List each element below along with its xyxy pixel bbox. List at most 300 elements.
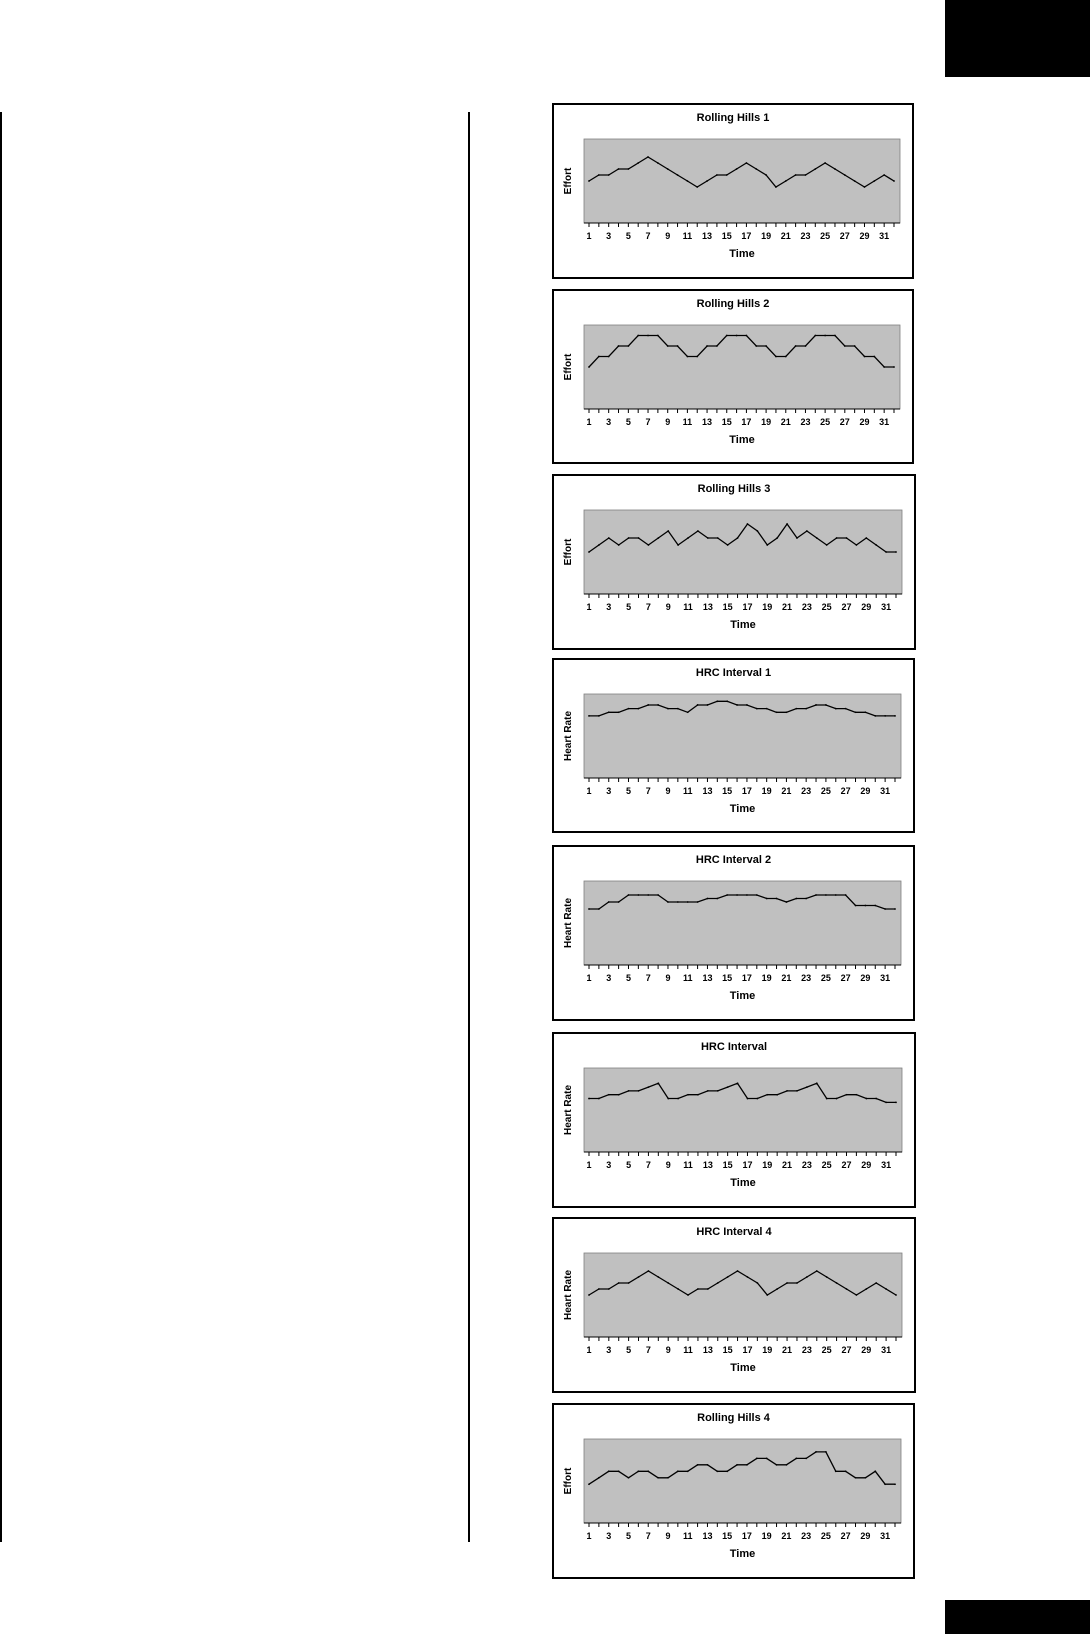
- x-tick-label: 15: [722, 1160, 733, 1170]
- x-tick-label: 9: [665, 231, 671, 241]
- x-tick-label: 3: [606, 1345, 612, 1355]
- data-point: [854, 345, 856, 347]
- data-point: [855, 1294, 857, 1296]
- data-point: [707, 1090, 709, 1092]
- chart-panel: [552, 289, 914, 464]
- x-tick-label: 29: [860, 973, 871, 983]
- data-point: [716, 174, 718, 176]
- x-tick-label: 7: [645, 602, 651, 612]
- x-tick-label: 29: [860, 1531, 871, 1541]
- x-tick-label: 21: [781, 973, 792, 983]
- x-tick-label: 1: [586, 1531, 592, 1541]
- x-tick-label: 23: [801, 1160, 812, 1170]
- data-point: [865, 537, 867, 539]
- x-tick-label: 19: [761, 231, 772, 241]
- data-point: [608, 1094, 610, 1096]
- data-point: [766, 544, 768, 546]
- plot-area: [584, 1253, 902, 1337]
- x-tick-label: 15: [722, 1531, 733, 1541]
- data-point: [608, 356, 610, 358]
- x-tick-label: 19: [762, 1160, 773, 1170]
- data-point: [677, 174, 679, 176]
- x-tick-label: 31: [881, 1160, 892, 1170]
- x-tick-label: 15: [722, 1345, 733, 1355]
- data-point: [805, 345, 807, 347]
- x-tick-label: 29: [860, 786, 871, 796]
- x-tick-label: 25: [821, 1160, 832, 1170]
- x-tick-label: 27: [841, 602, 852, 612]
- data-point: [588, 366, 590, 368]
- data-point: [756, 1098, 758, 1100]
- plot-area: [584, 1068, 902, 1152]
- chart-panel: [552, 1217, 916, 1393]
- data-point: [608, 174, 610, 176]
- data-point: [895, 1294, 897, 1296]
- x-tick-label: 17: [741, 973, 752, 983]
- data-point: [755, 345, 757, 347]
- x-tick-label: 3: [606, 1160, 612, 1170]
- data-point: [835, 708, 837, 710]
- y-axis-label: Effort: [563, 1467, 574, 1495]
- data-point: [776, 898, 778, 900]
- data-point: [775, 186, 777, 188]
- x-tick-label: 27: [839, 417, 850, 427]
- data-point: [786, 523, 788, 525]
- x-tick-label: 31: [879, 417, 890, 427]
- x-tick-label: 1: [586, 1160, 592, 1170]
- data-point: [647, 1470, 649, 1472]
- data-point: [883, 174, 885, 176]
- data-point: [746, 1464, 748, 1466]
- x-tick-label: 23: [801, 786, 812, 796]
- x-tick-label: 21: [780, 231, 791, 241]
- data-point: [716, 898, 718, 900]
- x-tick-label: 9: [665, 973, 671, 983]
- x-tick-label: 17: [741, 417, 752, 427]
- data-point: [786, 901, 788, 903]
- data-point: [657, 1082, 659, 1084]
- data-point: [637, 894, 639, 896]
- data-point: [716, 700, 718, 702]
- x-tick-label: 13: [702, 1160, 713, 1170]
- data-point: [647, 704, 649, 706]
- data-point: [608, 711, 610, 713]
- data-point: [806, 1086, 808, 1088]
- x-tick-label: 7: [645, 231, 651, 241]
- chart-svg: [554, 1219, 914, 1391]
- x-tick-label: 7: [645, 1160, 651, 1170]
- x-tick-label: 25: [821, 1345, 832, 1355]
- x-tick-label: 27: [840, 1531, 851, 1541]
- data-point: [716, 1470, 718, 1472]
- data-point: [686, 356, 688, 358]
- data-point: [588, 180, 590, 182]
- data-point: [776, 711, 778, 713]
- x-tick-label: 5: [626, 1160, 632, 1170]
- data-point: [765, 345, 767, 347]
- y-axis-label: Heart Rate: [563, 897, 574, 949]
- data-point: [588, 908, 590, 910]
- data-point: [844, 345, 846, 347]
- data-point: [598, 1477, 600, 1479]
- data-point: [855, 544, 857, 546]
- data-point: [883, 366, 885, 368]
- data-point: [628, 894, 630, 896]
- data-point: [785, 180, 787, 182]
- x-tick-label: 23: [801, 973, 812, 983]
- x-tick-label: 15: [721, 231, 732, 241]
- data-point: [816, 1270, 818, 1272]
- data-point: [775, 356, 777, 358]
- data-point: [816, 537, 818, 539]
- section-tab-top: [945, 0, 1090, 77]
- data-point: [756, 1282, 758, 1284]
- chart-svg: [554, 291, 912, 462]
- x-tick-label: 11: [682, 231, 693, 241]
- data-point: [736, 1464, 738, 1466]
- data-point: [854, 180, 856, 182]
- data-point: [864, 711, 866, 713]
- data-point: [846, 1288, 848, 1290]
- data-point: [786, 1464, 788, 1466]
- data-point: [717, 537, 719, 539]
- x-tick-label: 23: [801, 1531, 812, 1541]
- data-point: [814, 335, 816, 337]
- x-tick-label: 17: [741, 1531, 752, 1541]
- x-tick-label: 17: [742, 1160, 753, 1170]
- data-point: [598, 908, 600, 910]
- x-tick-label: 7: [645, 786, 651, 796]
- data-point: [716, 345, 718, 347]
- data-point: [618, 1094, 620, 1096]
- chart-title: HRC Interval 4: [696, 1226, 772, 1238]
- x-tick-label: 7: [645, 417, 651, 427]
- chart-title: Rolling Hills 3: [697, 483, 771, 495]
- data-point: [747, 1276, 749, 1278]
- data-point: [657, 335, 659, 337]
- x-tick-label: 3: [606, 973, 612, 983]
- data-point: [657, 1477, 659, 1479]
- x-tick-label: 9: [665, 417, 671, 427]
- x-tick-label: 21: [780, 417, 791, 427]
- data-point: [834, 335, 836, 337]
- data-point: [697, 1288, 699, 1290]
- x-tick-label: 31: [879, 231, 890, 241]
- data-point: [894, 715, 896, 717]
- data-point: [687, 1294, 689, 1296]
- data-point: [805, 174, 807, 176]
- data-point: [618, 1470, 620, 1472]
- data-point: [766, 1457, 768, 1459]
- data-point: [628, 1282, 630, 1284]
- data-point: [588, 1483, 590, 1485]
- x-tick-label: 17: [742, 1345, 753, 1355]
- data-point: [608, 1470, 610, 1472]
- x-tick-label: 29: [861, 602, 872, 612]
- data-point: [657, 162, 659, 164]
- x-tick-label: 25: [820, 786, 831, 796]
- data-point: [747, 1098, 749, 1100]
- x-tick-label: 31: [880, 786, 891, 796]
- data-point: [855, 1477, 857, 1479]
- data-point: [776, 1288, 778, 1290]
- data-point: [628, 537, 630, 539]
- data-point: [696, 186, 698, 188]
- data-point: [637, 335, 639, 337]
- data-point: [647, 894, 649, 896]
- data-point: [815, 1451, 817, 1453]
- data-point: [884, 908, 886, 910]
- data-point: [836, 1282, 838, 1284]
- x-axis-label: Time: [729, 803, 756, 815]
- y-axis-label: Effort: [563, 353, 574, 381]
- data-point: [627, 345, 629, 347]
- chart-title: HRC Interval: [700, 1041, 768, 1053]
- data-point: [766, 1094, 768, 1096]
- x-tick-label: 3: [606, 231, 612, 241]
- data-point: [885, 1101, 887, 1103]
- data-point: [647, 335, 649, 337]
- x-tick-label: 11: [683, 602, 693, 612]
- data-point: [628, 1477, 630, 1479]
- data-point: [687, 1094, 689, 1096]
- data-point: [638, 1090, 640, 1092]
- data-point: [795, 174, 797, 176]
- x-tick-label: 25: [820, 1531, 831, 1541]
- data-point: [785, 356, 787, 358]
- x-tick-label: 1: [586, 1345, 592, 1355]
- data-point: [765, 174, 767, 176]
- x-tick-label: 15: [722, 973, 733, 983]
- data-point: [766, 708, 768, 710]
- data-point: [826, 1098, 828, 1100]
- data-point: [697, 1094, 699, 1096]
- x-tick-label: 1: [586, 973, 592, 983]
- data-point: [726, 894, 728, 896]
- data-point: [846, 537, 848, 539]
- x-tick-label: 27: [840, 786, 851, 796]
- data-point: [687, 711, 689, 713]
- data-point: [706, 345, 708, 347]
- data-point: [865, 1288, 867, 1290]
- x-axis-label: Time: [730, 1177, 756, 1189]
- x-tick-label: 27: [840, 973, 851, 983]
- data-point: [873, 356, 875, 358]
- data-point: [825, 1451, 827, 1453]
- x-tick-label: 19: [761, 1531, 772, 1541]
- data-point: [884, 715, 886, 717]
- data-point: [844, 174, 846, 176]
- x-tick-label: 15: [722, 602, 733, 612]
- x-tick-label: 17: [741, 231, 752, 241]
- data-point: [796, 537, 798, 539]
- data-point: [618, 345, 620, 347]
- chart-panel: [552, 474, 916, 650]
- chart-svg: [554, 1405, 913, 1577]
- data-point: [697, 530, 699, 532]
- data-point: [657, 894, 659, 896]
- left-column-rule: [0, 112, 2, 1542]
- data-point: [697, 704, 699, 706]
- x-tick-label: 29: [859, 417, 870, 427]
- data-point: [588, 1294, 590, 1296]
- data-point: [618, 711, 620, 713]
- data-point: [707, 1288, 709, 1290]
- data-point: [588, 1098, 590, 1100]
- data-point: [815, 894, 817, 896]
- x-tick-label: 3: [606, 1531, 612, 1541]
- data-point: [835, 894, 837, 896]
- data-point: [814, 168, 816, 170]
- data-point: [873, 180, 875, 182]
- data-point: [756, 530, 758, 532]
- data-point: [825, 894, 827, 896]
- data-point: [598, 1288, 600, 1290]
- data-point: [746, 704, 748, 706]
- chart-svg: [554, 1034, 914, 1206]
- data-point: [875, 1282, 877, 1284]
- data-point: [618, 168, 620, 170]
- x-tick-label: 19: [762, 602, 773, 612]
- x-tick-label: 11: [683, 1160, 693, 1170]
- data-point: [845, 894, 847, 896]
- data-point: [894, 908, 896, 910]
- data-point: [667, 1098, 669, 1100]
- y-axis-label: Heart Rate: [563, 1269, 574, 1321]
- plot-area: [584, 510, 902, 594]
- data-point: [647, 156, 649, 158]
- x-tick-label: 19: [761, 786, 772, 796]
- data-point: [677, 1470, 679, 1472]
- data-point: [726, 700, 728, 702]
- data-point: [806, 1276, 808, 1278]
- data-point: [726, 174, 728, 176]
- data-point: [747, 523, 749, 525]
- data-point: [608, 1288, 610, 1290]
- data-point: [864, 905, 866, 907]
- x-tick-label: 15: [721, 417, 732, 427]
- x-tick-label: 5: [626, 1345, 632, 1355]
- chart-panel: [552, 103, 914, 279]
- x-tick-label: 5: [625, 1531, 631, 1541]
- y-axis-label: Effort: [563, 167, 574, 195]
- chart-svg: [554, 847, 913, 1019]
- x-tick-label: 11: [682, 1531, 693, 1541]
- plot-area: [584, 881, 901, 965]
- data-point: [786, 1090, 788, 1092]
- x-tick-label: 1: [586, 602, 592, 612]
- data-point: [588, 551, 590, 553]
- data-point: [895, 551, 897, 553]
- x-tick-label: 9: [665, 1160, 671, 1170]
- x-tick-label: 13: [702, 1531, 713, 1541]
- x-tick-label: 9: [665, 1345, 671, 1355]
- data-point: [618, 544, 620, 546]
- data-point: [776, 1094, 778, 1096]
- x-tick-label: 31: [880, 1531, 891, 1541]
- data-point: [648, 1086, 650, 1088]
- data-point: [736, 168, 738, 170]
- data-point: [627, 168, 629, 170]
- data-point: [697, 901, 699, 903]
- data-point: [776, 1464, 778, 1466]
- x-axis-label: Time: [729, 434, 755, 446]
- x-tick-label: 7: [645, 1345, 651, 1355]
- x-tick-label: 23: [800, 417, 811, 427]
- x-tick-label: 19: [761, 973, 772, 983]
- x-tick-label: 5: [625, 786, 631, 796]
- x-tick-label: 21: [782, 1345, 793, 1355]
- data-point: [885, 1288, 887, 1290]
- data-point: [874, 715, 876, 717]
- data-point: [637, 1470, 639, 1472]
- data-point: [667, 1477, 669, 1479]
- data-point: [637, 708, 639, 710]
- y-axis-label: Heart Rate: [563, 710, 574, 762]
- data-point: [687, 901, 689, 903]
- x-tick-label: 27: [841, 1345, 852, 1355]
- data-point: [875, 1098, 877, 1100]
- data-point: [806, 530, 808, 532]
- data-point: [864, 356, 866, 358]
- x-tick-label: 17: [741, 786, 752, 796]
- x-tick-label: 5: [625, 973, 631, 983]
- x-tick-label: 13: [702, 602, 713, 612]
- chart-title: HRC Interval 2: [695, 854, 772, 866]
- data-point: [846, 1094, 848, 1096]
- data-point: [756, 894, 758, 896]
- data-point: [608, 901, 610, 903]
- data-point: [727, 544, 729, 546]
- x-tick-label: 23: [801, 602, 812, 612]
- x-tick-label: 9: [665, 602, 671, 612]
- x-tick-label: 7: [645, 1531, 651, 1541]
- x-tick-label: 1: [586, 417, 592, 427]
- data-point: [706, 180, 708, 182]
- data-point: [657, 537, 659, 539]
- data-point: [677, 1288, 679, 1290]
- data-point: [588, 715, 590, 717]
- data-point: [628, 708, 630, 710]
- x-tick-label: 17: [742, 602, 753, 612]
- x-tick-label: 29: [861, 1160, 872, 1170]
- data-point: [746, 335, 748, 337]
- data-point: [795, 1457, 797, 1459]
- data-point: [874, 905, 876, 907]
- x-tick-label: 7: [645, 973, 651, 983]
- data-point: [826, 1276, 828, 1278]
- data-point: [786, 1282, 788, 1284]
- data-point: [766, 898, 768, 900]
- data-point: [894, 1483, 896, 1485]
- data-point: [707, 1464, 709, 1466]
- data-point: [864, 1477, 866, 1479]
- data-point: [667, 708, 669, 710]
- x-tick-label: 3: [606, 602, 612, 612]
- data-point: [875, 544, 877, 546]
- data-point: [598, 715, 600, 717]
- x-axis-label: Time: [729, 248, 755, 260]
- plot-area: [584, 325, 900, 409]
- data-point: [755, 168, 757, 170]
- data-point: [805, 708, 807, 710]
- x-tick-label: 5: [626, 602, 632, 612]
- data-point: [598, 544, 600, 546]
- x-tick-label: 21: [782, 1160, 793, 1170]
- data-point: [638, 537, 640, 539]
- data-point: [824, 335, 826, 337]
- x-tick-label: 1: [586, 231, 592, 241]
